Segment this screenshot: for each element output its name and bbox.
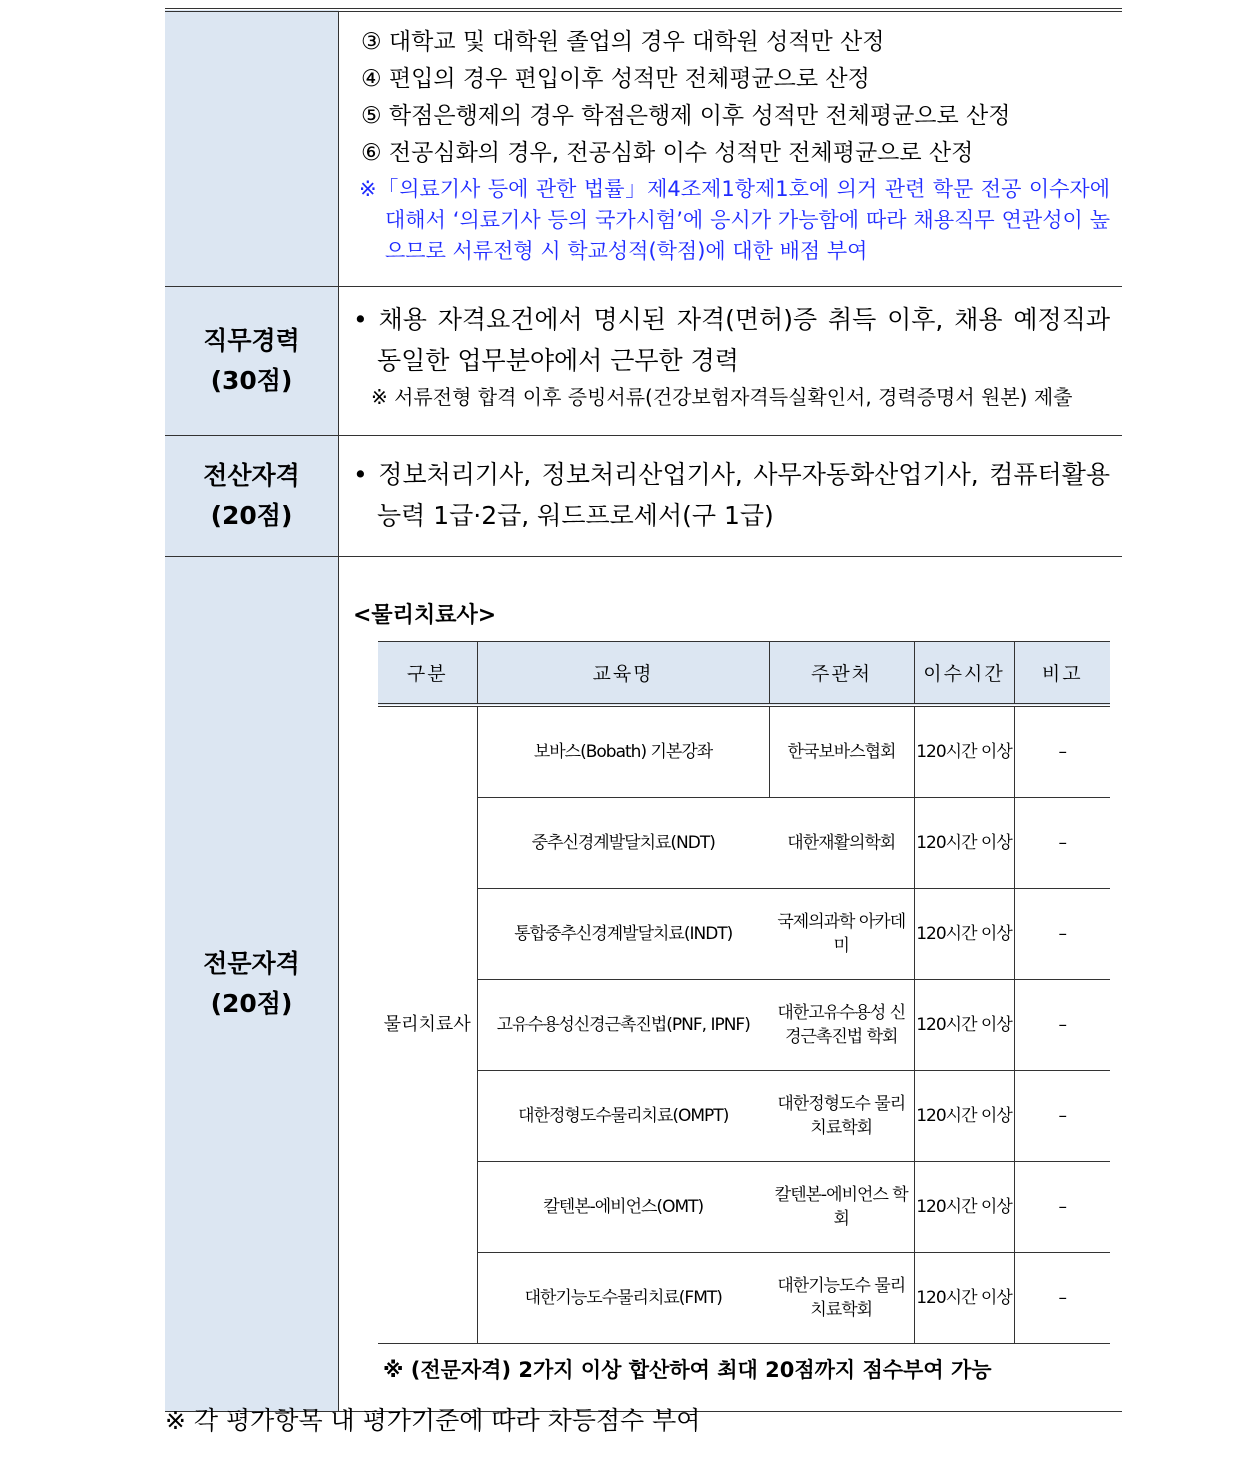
hours: 120시간 이상 xyxy=(914,1253,1014,1344)
course-name: 보바스(Bobath) 기본강좌 xyxy=(477,705,769,798)
row-header xyxy=(165,436,339,557)
remarks: – xyxy=(1014,889,1110,980)
organizer: 대한고유수용성 신경근촉진법 학회 xyxy=(769,980,914,1071)
hours: 120시간 이상 xyxy=(914,1071,1014,1162)
table-row xyxy=(378,705,1110,798)
organizer: 칼텐본-에비언스 학회 xyxy=(769,1162,914,1253)
legal-basis-note: ※「의료기사 등에 관한 법률」제4조제1항제1호에 의거 관련 학문 전공 이수자에 대해서 ‘의료기사 등의 국가시험’에 응시가 가능함에 따라 채용직무 연관성이 높으므로 서류전형 시 학교성적(학점)에 대한 배점 부여 xyxy=(359,177,1110,263)
course-name: 중추신경계발달치료(NDT) xyxy=(477,798,769,889)
header-remarks: 비고 xyxy=(1014,642,1110,706)
remarks: – xyxy=(1014,798,1110,889)
organizer: 대한정형도수 물리치료학회 xyxy=(769,1071,914,1162)
professional-cert-note: ※ (전문자격) 2가지 이상 합산하여 최대 20점까지 점수부여 가능 xyxy=(383,1358,992,1382)
organizer: 국제의과학 아카데미 xyxy=(769,889,914,980)
table-row xyxy=(378,1162,1110,1253)
hours: 120시간 이상 xyxy=(914,889,1014,980)
grade-rule-3: ③ 대학교 및 대학원 졸업의 경우 대학원 성적만 산정 xyxy=(361,29,885,55)
row-content xyxy=(339,10,1123,287)
course-name: 대한정형도수물리치료(OMPT) xyxy=(477,1071,769,1162)
row-it-certification xyxy=(165,436,1122,557)
course-name: 대한기능도수물리치료(FMT) xyxy=(477,1253,769,1344)
organizer: 대한기능도수 물리치료학회 xyxy=(769,1253,914,1344)
header-organizer: 주관처 xyxy=(769,642,914,706)
row-header xyxy=(165,287,339,436)
course-name: 고유수용성신경근촉진법(PNF, IPNF) xyxy=(477,980,769,1071)
table-row xyxy=(378,889,1110,980)
table-row xyxy=(378,980,1110,1071)
row-title: 전산자격 xyxy=(203,461,300,490)
it-cert-bullet: • 정보처리기사, 정보처리산업기사, 사무자동화산업기사, 컴퓨터활용능력 1급·2급, 워드프로세서(구 1급) xyxy=(353,460,1110,530)
hours: 120시간 이상 xyxy=(914,798,1014,889)
section-subtitle: <물리치료사> xyxy=(353,603,497,628)
row-header xyxy=(165,557,339,1412)
row-points: (20점) xyxy=(210,989,293,1018)
remarks: – xyxy=(1014,705,1110,798)
row-points: (20점) xyxy=(210,501,293,530)
remarks: – xyxy=(1014,1253,1110,1344)
row-header-empty xyxy=(165,10,339,287)
hours: 120시간 이상 xyxy=(914,1162,1014,1253)
remarks: – xyxy=(1014,1162,1110,1253)
footer-note: ※ 각 평가항목 내 평가기준에 따라 차등점수 부여 xyxy=(165,1406,701,1435)
experience-bullet: • 채용 자격요건에서 명시된 자격(면허)증 취득 이후, 채용 예정직과 동일한 업무분야에서 근무한 경력 xyxy=(353,305,1110,375)
course-name: 통합중추신경계발달치료(INDT) xyxy=(477,889,769,980)
remarks: – xyxy=(1014,1071,1110,1162)
row-content xyxy=(339,436,1123,557)
row-content xyxy=(339,557,1123,1412)
remarks: – xyxy=(1014,980,1110,1071)
table-row xyxy=(378,798,1110,889)
category-cell: 물리치료사 xyxy=(378,705,477,1344)
header-category: 구분 xyxy=(378,642,477,706)
row-professional-certification xyxy=(165,557,1122,1412)
row-work-experience xyxy=(165,287,1122,436)
table-row xyxy=(378,1253,1110,1344)
course-name: 칼텐본-에비언스(OMT) xyxy=(477,1162,769,1253)
row-content xyxy=(339,287,1123,436)
row-title: 전문자격 xyxy=(203,949,300,978)
organizer: 한국보바스협회 xyxy=(769,705,914,798)
training-table xyxy=(378,641,1110,1344)
row-title: 직무경력 xyxy=(203,326,300,355)
row-grade-continued xyxy=(165,10,1122,287)
grade-rule-4: ④ 편입의 경우 편입이후 성적만 전체평균으로 산정 xyxy=(361,66,870,92)
row-points: (30점) xyxy=(210,366,293,395)
header-course: 교육명 xyxy=(477,642,769,706)
table-header-row xyxy=(378,642,1110,706)
header-hours: 이수시간 xyxy=(914,642,1014,706)
grade-rule-6: ⑥ 전공심화의 경우, 전공심화 이수 성적만 전체평균으로 산정 xyxy=(361,140,974,166)
evaluation-criteria-table xyxy=(165,8,1122,1412)
grade-rule-5: ⑤ 학점은행제의 경우 학점은행제 이후 성적만 전체평균으로 산정 xyxy=(361,103,1011,129)
hours: 120시간 이상 xyxy=(914,980,1014,1071)
organizer: 대한재활의학회 xyxy=(769,798,914,889)
experience-note: ※ 서류전형 합격 이후 증빙서류(건강보험자격득실확인서, 경력증명서 원본) 제출 xyxy=(371,385,1073,409)
table-row xyxy=(378,1071,1110,1162)
hours: 120시간 이상 xyxy=(914,705,1014,798)
